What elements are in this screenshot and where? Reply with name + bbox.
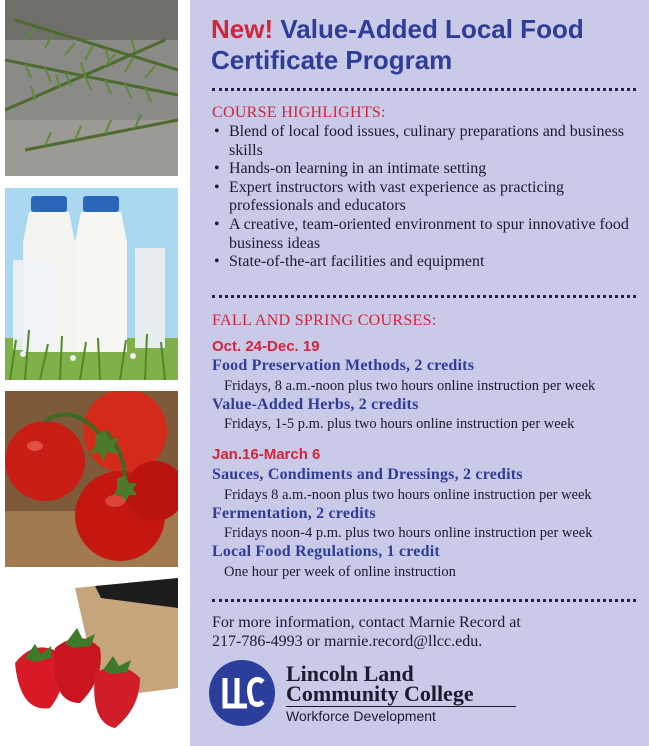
course-schedule: Fridays 8 a.m.-noon plus two hours online instruction per week <box>224 487 592 503</box>
college-logo <box>209 660 275 726</box>
list-item: • A creative, team-oriented environment to spur innovative food business ideas <box>212 216 632 253</box>
list-item: • Expert instructors with vast experience as practicing professionals and educators <box>212 179 632 216</box>
rosemary-photo <box>5 0 178 176</box>
courses-heading: FALL AND SPRING COURSES: <box>212 312 437 329</box>
dotted-divider <box>212 295 636 298</box>
milk-bottles-photo <box>5 188 178 380</box>
course-schedule: Fridays noon-4 p.m. plus two hours online instruction per week <box>224 525 593 541</box>
list-item: • Hands-on learning in an intimate setting <box>212 160 632 179</box>
contact-line: For more information, contact Marnie Record at <box>212 614 521 631</box>
photo-column <box>0 0 184 746</box>
term-dates: Oct. 24-Dec. 19 <box>212 338 320 355</box>
page-title <box>211 14 631 76</box>
dotted-divider <box>212 599 636 602</box>
department-name: Workforce Development <box>286 708 436 724</box>
dotted-divider <box>212 88 636 91</box>
highlights-heading: COURSE HIGHLIGHTS: <box>212 104 386 121</box>
course-title: Sauces, Condiments and Dressings, 2 credits <box>212 466 523 483</box>
term-dates: Jan.16-March 6 <box>212 446 321 463</box>
course-title: Value-Added Herbs, 2 credits <box>212 396 419 413</box>
course-schedule: Fridays, 8 a.m.-noon plus two hours online instruction per week <box>224 378 596 394</box>
title-text: Value-Added Local Food Certificate Program <box>211 14 584 75</box>
list-item: • State-of-the-art facilities and equipment <box>212 253 632 272</box>
course-schedule: Fridays, 1-5 p.m. plus two hours online instruction per week <box>224 416 575 432</box>
contact-info <box>212 613 632 651</box>
course-title: Food Preservation Methods, 2 credits <box>212 357 475 374</box>
course-title: Fermentation, 2 credits <box>212 505 376 522</box>
list-item: • Blend of local food issues, culinary preparations and business skills <box>212 123 632 160</box>
course-title: Local Food Regulations, 1 credit <box>212 543 440 560</box>
llc-logo-icon <box>209 660 275 726</box>
new-label: New! <box>211 14 274 44</box>
tomatoes-photo <box>5 391 178 567</box>
strawberries-photo <box>5 578 178 746</box>
highlights-list <box>212 123 632 272</box>
college-name: Lincoln Land Community College <box>286 661 474 706</box>
course-schedule: One hour per week of online instruction <box>224 564 456 580</box>
contact-email-phone: 217-786-4993 or marnie.record@llcc.edu. <box>212 633 483 650</box>
logo-divider <box>286 706 516 707</box>
